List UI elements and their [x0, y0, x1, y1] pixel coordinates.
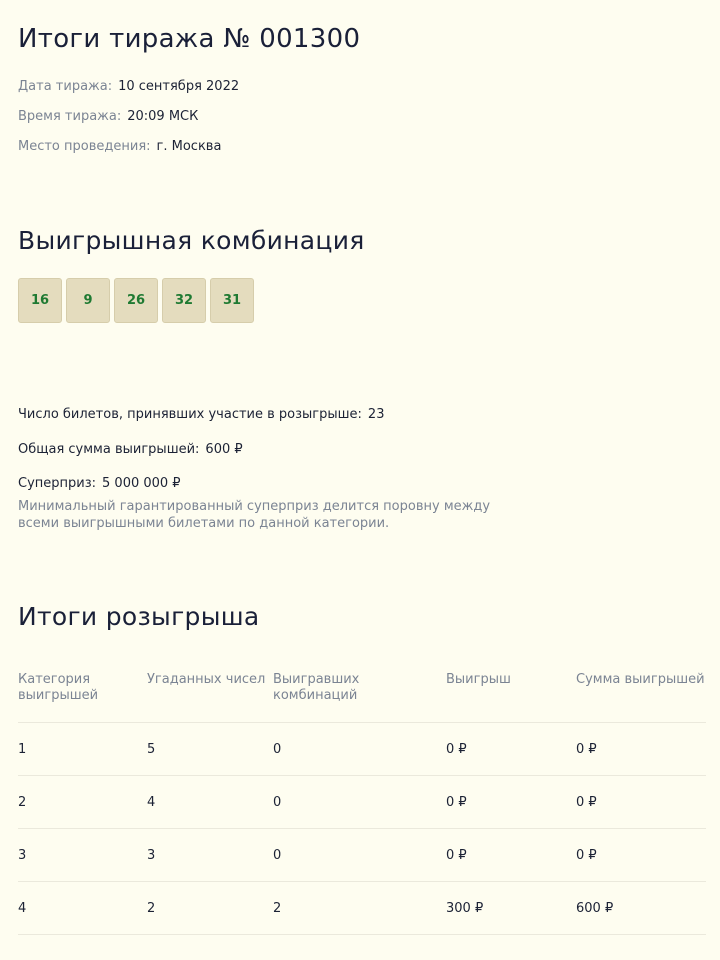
draw-place-label: Место проведения: [18, 139, 151, 154]
cell-total: 0 ₽ [576, 829, 706, 882]
cell-matched: 2 [147, 882, 273, 935]
draw-date-value: 10 сентября 2022 [118, 79, 240, 94]
column-header-total: Сумма выигрышей [576, 670, 706, 723]
cell-prize: 0 ₽ [446, 829, 576, 882]
superprize-note: Минимальный гарантированный суперприз делится поровну между всеми выигрышными билетами по данной категории. [18, 499, 491, 531]
column-header-winning-combos: Выигравших комбинаций [273, 670, 446, 723]
page-title: Итоги тиража № 001300 [18, 24, 361, 54]
draw-date-label: Дата тиража: [18, 79, 113, 94]
total-winnings-label: Общая сумма выигрышей: [18, 442, 200, 457]
draw-time-value: 20:09 МСК [127, 109, 199, 124]
cell-winning-combos: 0 [273, 776, 446, 829]
superprize-row [18, 476, 181, 491]
draw-place-value: г. Москва [156, 139, 222, 154]
cell-winning-combos: 2 [273, 882, 446, 935]
cell-category: 3 [18, 829, 147, 882]
tickets-count-row [18, 407, 384, 422]
cell-category: 1 [18, 723, 147, 776]
table-header-row [18, 670, 706, 723]
cell-category: 2 [18, 776, 147, 829]
cell-prize: 0 ₽ [446, 723, 576, 776]
winning-number: 31 [210, 278, 254, 323]
winning-numbers [18, 278, 254, 323]
table-row [18, 776, 706, 829]
draw-time-row [18, 109, 198, 124]
total-winnings-row [18, 442, 243, 457]
cell-winning-combos: 0 [273, 829, 446, 882]
tickets-count-label: Число билетов, принявших участие в розыгрыше: [18, 407, 362, 422]
table-row [18, 723, 706, 776]
cell-prize: 0 ₽ [446, 776, 576, 829]
table-row [18, 829, 706, 882]
cell-category: 4 [18, 882, 147, 935]
draw-time-label: Время тиража: [18, 109, 122, 124]
results-title: Итоги розыгрыша [18, 602, 260, 631]
results-table [18, 670, 706, 935]
cell-matched: 4 [147, 776, 273, 829]
winning-number: 26 [114, 278, 158, 323]
superprize-value: 5 000 000 ₽ [102, 476, 181, 491]
total-winnings-value: 600 ₽ [205, 442, 243, 457]
cell-matched: 3 [147, 829, 273, 882]
cell-winning-combos: 0 [273, 723, 446, 776]
winning-number: 16 [18, 278, 62, 323]
cell-prize: 300 ₽ [446, 882, 576, 935]
draw-date-row [18, 79, 239, 94]
draw-place-row [18, 139, 221, 154]
superprize-label: Суперприз: [18, 476, 97, 491]
cell-total: 600 ₽ [576, 882, 706, 935]
column-header-matched: Угаданных чисел [147, 670, 273, 723]
cell-total: 0 ₽ [576, 723, 706, 776]
winning-combination-title: Выигрышная комбинация [18, 226, 365, 255]
tickets-count-value: 23 [367, 407, 385, 422]
table-row [18, 882, 706, 935]
cell-matched: 5 [147, 723, 273, 776]
cell-total: 0 ₽ [576, 776, 706, 829]
column-header-prize: Выигрыш [446, 670, 576, 723]
winning-number: 9 [66, 278, 110, 323]
column-header-category: Категория выигрышей [18, 670, 147, 723]
winning-number: 32 [162, 278, 206, 323]
